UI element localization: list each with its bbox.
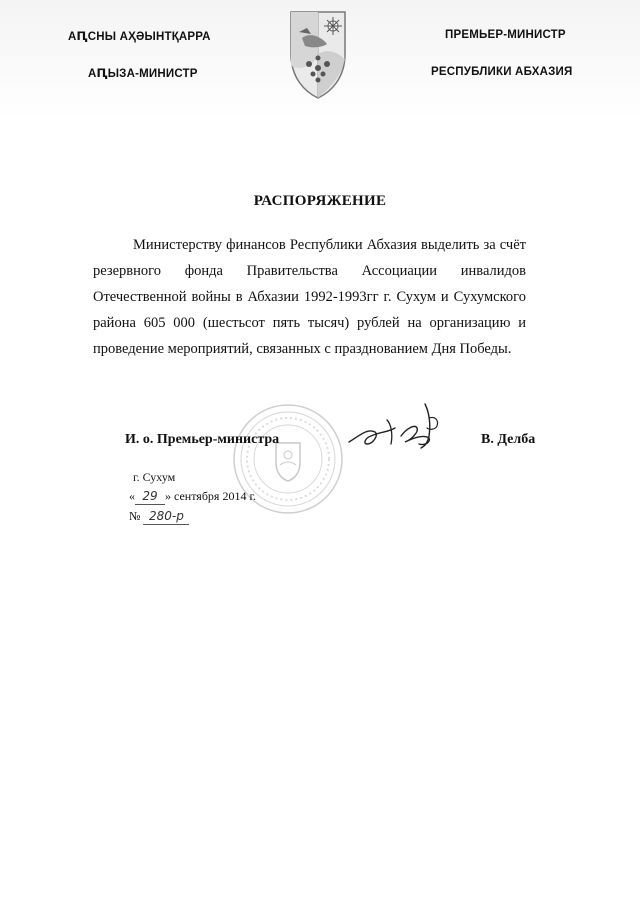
- date-day-field: [135, 489, 165, 505]
- coat-of-arms-icon: [287, 8, 349, 100]
- document-date: [129, 489, 256, 505]
- number-label: №: [129, 509, 141, 523]
- document-number: [129, 509, 189, 525]
- header-left-line1: АԤСНЫ АҲӘЫНТҚАРРА: [68, 31, 211, 43]
- signatory-name: В. Делба: [481, 432, 536, 447]
- date-open-quote: «: [129, 489, 135, 503]
- handwritten-signature-icon: [345, 398, 445, 458]
- header-right-line1: ПРЕМЬЕР-МИНИСТР: [445, 29, 566, 41]
- document-title: РАСПОРЯЖЕНИЕ: [253, 193, 387, 209]
- header-left-line2: АԤЫЗА-МИНИСТР: [88, 68, 198, 80]
- document-body: Министерству финансов Республики Абхазия выделить за счёт резервного фонда Правительства Ассоциации инвалидов Отечественной войны в Абхазии 1992-1993гг г. Сухум и Сухумского района 605 000 (шестьсот пять тысяч) рублей на организацию и проведение мероприятий, связанных с празднованием Дня Победы.: [93, 237, 526, 357]
- document-city: г. Сухум: [133, 470, 176, 484]
- signatory-role: И. о. Премьер-министра: [125, 432, 280, 447]
- date-close-quote: »: [165, 489, 171, 503]
- date-rest: сентября 2014 г.: [174, 489, 257, 503]
- date-day: 29: [142, 489, 158, 503]
- number-field: [143, 509, 189, 525]
- header-right-line2: РЕСПУБЛИКИ АБХАЗИЯ: [431, 66, 573, 78]
- number-value: 280-р: [149, 509, 184, 523]
